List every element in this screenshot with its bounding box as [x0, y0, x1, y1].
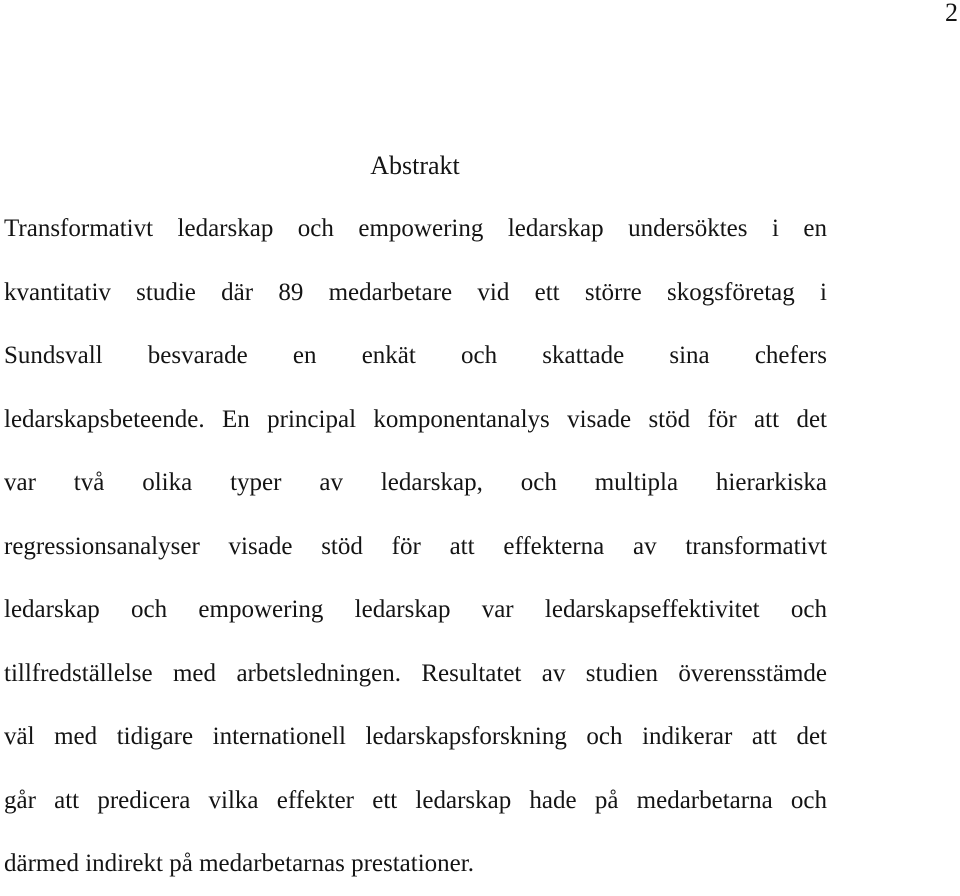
paragraph-line: kvantitativ studie där 89 medarbetare vid ett större skogsföretag i: [4, 278, 827, 306]
paragraph-line: tillfredställelse med arbetsledningen. Resultatet av studien överensstämde: [4, 659, 827, 687]
paragraph-line: ledarskapsbeteende. En principal komponentanalys visade stöd för att det: [4, 405, 827, 433]
paragraph-line: väl med tidigare internationell ledarskapsforskning och indikerar att det: [4, 723, 827, 750]
paragraph-line: därmed indirekt på medarbetarnas prestationer.: [4, 850, 474, 877]
paragraph-line: ledarskap och empowering ledarskap var ledarskapseffektivitet och: [4, 596, 827, 623]
paragraph-line: Sundsvall besvarade en enkät och skattade sina chefers: [4, 342, 827, 369]
paragraph-line: går att predicera vilka effekter ett ledarskap hade på medarbetarna och: [4, 786, 827, 814]
paragraph-line: regressionsanalyser visade stöd för att effekterna av transformativt: [4, 532, 827, 560]
paragraph-line: var två olika typer av ledarskap, och multipla hierarkiska: [4, 469, 827, 496]
paragraph-line: Transformativt ledarskap och empowering ledarskap undersöktes i en: [4, 215, 827, 242]
abstract-heading: Abstrakt: [370, 151, 460, 180]
abstract-paragraph: [4, 197, 827, 896]
page-number: 2: [945, 0, 958, 27]
